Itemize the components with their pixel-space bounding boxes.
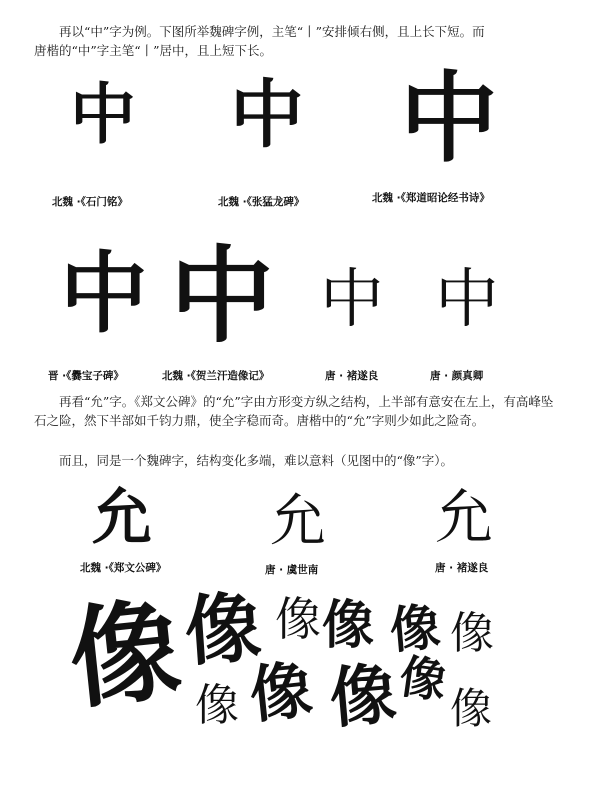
xiang-glyph-2: 像 <box>181 582 264 677</box>
caption-chusuiliang-zhong: 唐 · 褚遂良 <box>325 370 379 382</box>
zhong-glyph-zhangmenglong: 中 <box>230 72 304 158</box>
para-yun: 再看“允”字。《郑文公碑》的“允”字由方形变方纵之结构，上半部有意安在左上，有高峰坠石之险，然下半部如千钧力鼎，使全字稳而奇。唐楷中的“允”字则少如此之险奇。 <box>34 394 554 428</box>
zhong-glyph-zhengdaozhao: 中 <box>400 62 499 176</box>
para-xiang: 而且，同是一个魏碑字，结构变化多端，难以意料（见图中的“像”字）。 <box>59 453 454 468</box>
caption-yanzhenqing: 唐 · 颜真卿 <box>430 370 484 382</box>
xiang-glyph-4: 像 <box>322 596 375 656</box>
caption-yushinan: 唐 · 虞世南 <box>265 564 319 576</box>
xiang-glyph-6: 像 <box>450 608 494 659</box>
xiang-glyph-1: 像 <box>63 585 187 725</box>
xiang-glyph-3: 像 <box>275 592 321 646</box>
xiang-glyph-9: 像 <box>326 655 400 738</box>
xiang-glyph-7: 像 <box>195 680 239 731</box>
yun-glyph-chusuiliang: 允 <box>435 483 494 551</box>
xiang-glyph-8: 像 <box>246 652 316 733</box>
zhong-glyph-cuanbaozi: 中 <box>60 242 149 345</box>
caption-helanhan: 北魏 ·《贺兰汗造像记》 <box>162 370 270 382</box>
caption-zhengwengong: 北魏 ·《郑文公碑》 <box>80 562 167 574</box>
yun-glyph-zhengwengong: 允 <box>92 483 152 553</box>
caption-chusuiliang-yun: 唐 · 褚遂良 <box>435 562 489 574</box>
xiang-glyph-11: 像 <box>450 684 493 733</box>
xiang-glyph-10: 像 <box>396 649 450 709</box>
xiang-glyph-5: 像 <box>387 597 443 661</box>
caption-shimen: 北魏 ·《石门铭》 <box>52 196 128 208</box>
caption-cuanbaozi: 晋 ·《爨宝子碑》 <box>48 370 124 382</box>
intro-line-1: 再以“中”字为例。下图所举魏碑字例，主笔“丨”安排倾右侧，且上长下短。而 <box>59 24 485 39</box>
caption-zhangmenglong: 北魏 ·《张猛龙碑》 <box>218 196 305 208</box>
zhong-glyph-yanzhenqing: 中 <box>435 263 499 337</box>
zhong-glyph-helanhan: 中 <box>170 235 275 357</box>
zhong-glyph-chusuiliang: 中 <box>320 263 384 337</box>
yun-glyph-yushinan: 允 <box>270 489 326 554</box>
zhong-glyph-shimen: 中 <box>70 76 136 153</box>
caption-zhengdaozhao: 北魏 ·《郑道昭论经书诗》 <box>372 192 490 204</box>
intro-line-2: 唐楷的“中”字主笔“丨”居中，且上短下长。 <box>34 43 273 58</box>
